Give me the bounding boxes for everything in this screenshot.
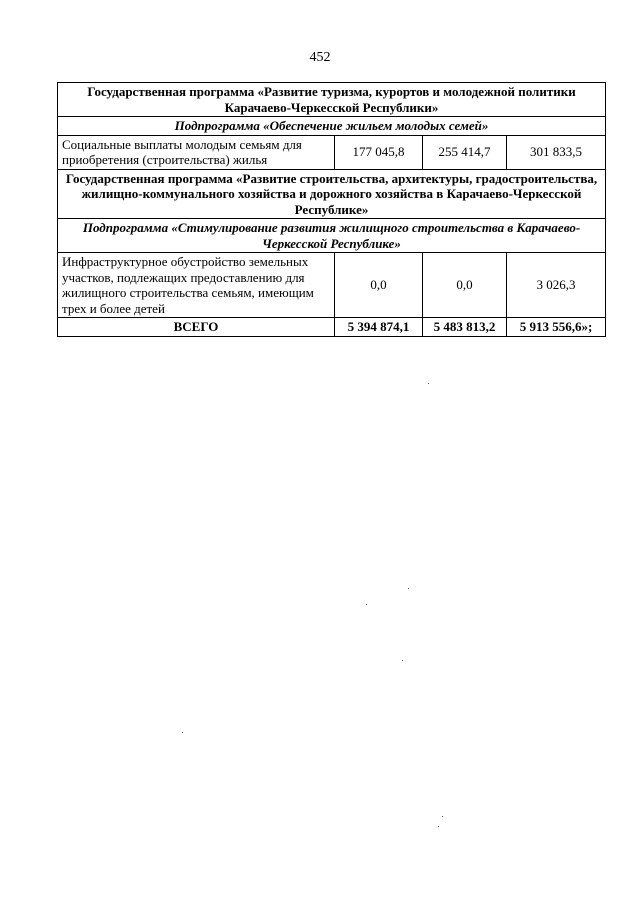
scan-speck bbox=[402, 660, 403, 661]
scan-speck bbox=[438, 826, 439, 827]
scan-speck bbox=[408, 588, 409, 589]
value-year-2: 255 414,7 bbox=[423, 135, 507, 169]
total-label: ВСЕГО bbox=[58, 318, 335, 337]
value-year-1: 0,0 bbox=[335, 253, 423, 318]
page-number: 452 bbox=[309, 50, 331, 65]
program-row bbox=[58, 83, 606, 117]
subprogram-row bbox=[58, 117, 606, 136]
scan-speck bbox=[442, 816, 443, 817]
program-row bbox=[58, 169, 606, 219]
scan-speck bbox=[366, 604, 367, 605]
program-title: Государственная программа «Развитие строительства, архитектуры, градостроительства, жилищно-коммунального хозяйства и дорожного хозяйства в Карачаево-Черкесской Республике» bbox=[58, 169, 606, 219]
item-description: Инфраструктурное обустройство земельных участков, подлежащих предоставлению для жилищного строительства семьям, имеющим трех и более детей bbox=[58, 253, 335, 318]
total-year-2: 5 483 813,2 bbox=[423, 318, 507, 337]
value-year-3: 3 026,3 bbox=[507, 253, 606, 318]
scan-speck bbox=[182, 732, 183, 733]
total-year-1: 5 394 874,1 bbox=[335, 318, 423, 337]
value-year-1: 177 045,8 bbox=[335, 135, 423, 169]
subprogram-title: Подпрограмма «Стимулирование развития жилищного строительства в Карачаево-Черкесской Республике» bbox=[58, 219, 606, 253]
value-year-3: 301 833,5 bbox=[507, 135, 606, 169]
scan-speck bbox=[428, 383, 429, 384]
program-title: Государственная программа «Развитие туризма, курортов и молодежной политики Карачаево-Черкесской Республики» bbox=[58, 83, 606, 117]
subprogram-title: Подпрограмма «Обеспечение жильем молодых семей» bbox=[58, 117, 606, 136]
subprogram-row bbox=[58, 219, 606, 253]
budget-table bbox=[57, 82, 606, 337]
item-description: Социальные выплаты молодым семьям для приобретения (строительства) жилья bbox=[58, 135, 335, 169]
table-row bbox=[58, 135, 606, 169]
total-row bbox=[58, 318, 606, 337]
total-year-3: 5 913 556,6»; bbox=[507, 318, 606, 337]
table-row bbox=[58, 253, 606, 318]
value-year-2: 0,0 bbox=[423, 253, 507, 318]
